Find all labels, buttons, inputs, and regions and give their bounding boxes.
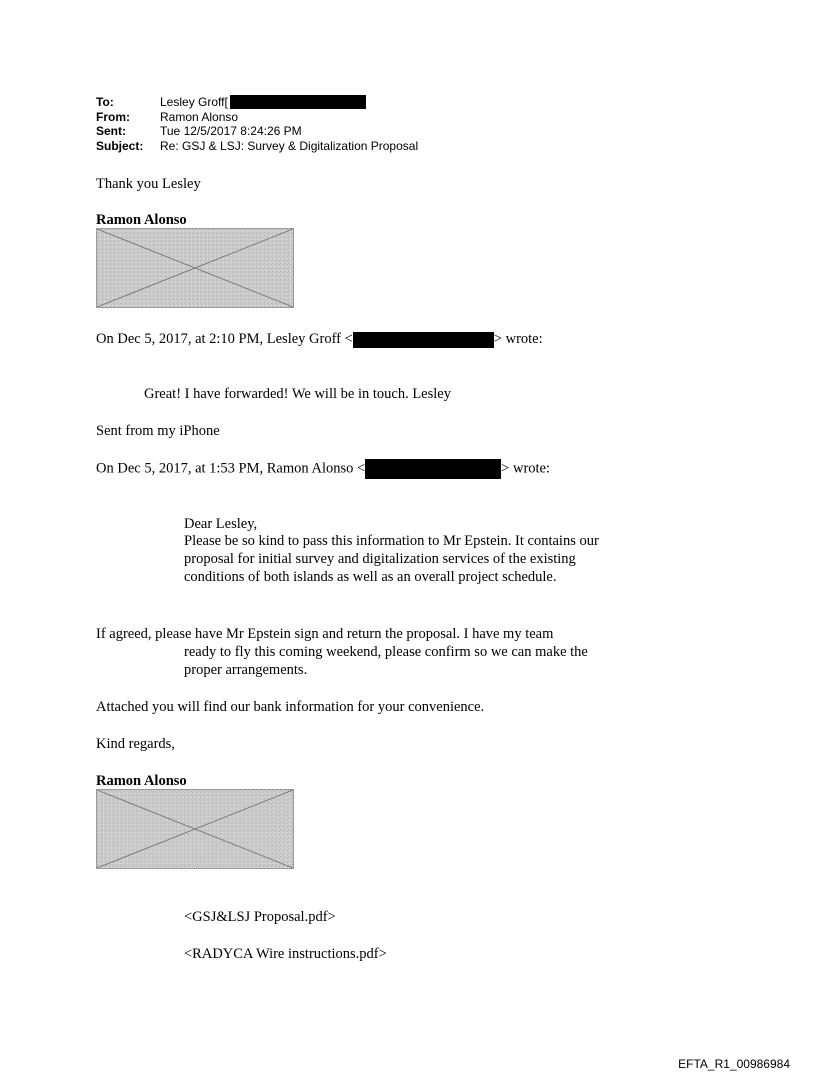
quote1-attribution-pre: On Dec 5, 2017, at 2:10 PM, Lesley Groff < bbox=[96, 331, 353, 347]
to-label: To: bbox=[96, 95, 114, 109]
attachment-link[interactable]: <GSJ&LSJ Proposal.pdf> bbox=[184, 909, 336, 925]
from-value: Ramon Alonso bbox=[160, 109, 239, 124]
broken-image-icon bbox=[97, 790, 293, 868]
reply-signature-name: Ramon Alonso bbox=[96, 212, 187, 228]
subject-label: Subject: bbox=[96, 138, 144, 153]
from-row bbox=[96, 110, 418, 125]
quote2-paragraph2 bbox=[96, 625, 626, 679]
quote2-paragraph2-line1: If agreed, please have Mr Epstein sign and return the proposal. I have my team bbox=[96, 626, 554, 642]
subject-value: Re: GSJ & LSJ: Survey & Digitalization Proposal bbox=[160, 138, 419, 153]
subject-row bbox=[96, 139, 418, 154]
quote1-attribution bbox=[96, 330, 543, 348]
email-header bbox=[96, 95, 418, 153]
quote2-paragraph2-rest: ready to fly this coming weekend, please confirm so we can make the proper arrangements. bbox=[184, 644, 588, 678]
quote2-attribution-pre: On Dec 5, 2017, at 1:53 PM, Ramon Alonso < bbox=[96, 460, 366, 477]
quote2-attribution bbox=[96, 459, 550, 479]
signature-image-placeholder bbox=[96, 789, 294, 869]
sent-value: Tue 12/5/2017 8:24:26 PM bbox=[160, 124, 302, 138]
quote2-paragraph1: Please be so kind to pass this information to Mr Epstein. It contains our proposal for initial survey and digitalization services of the existing conditions of both islands as well as an overall project schedule. bbox=[184, 533, 599, 585]
redaction-bar bbox=[230, 95, 366, 109]
quote1-attribution-post: > wrote: bbox=[493, 331, 543, 347]
to-value: Lesley Groff[ bbox=[160, 95, 228, 109]
quote2-attribution-post: > wrote: bbox=[501, 460, 551, 477]
quote2-paragraph3: Attached you will find our bank information for your convenience. bbox=[96, 699, 485, 715]
sent-label: Sent: bbox=[96, 124, 126, 138]
document-id: EFTA_R1_00986984 bbox=[678, 1057, 790, 1071]
attachment-link[interactable]: <RADYCA Wire instructions.pdf> bbox=[184, 946, 387, 962]
quote1-device: Sent from my iPhone bbox=[96, 423, 220, 439]
redaction-bar bbox=[365, 459, 501, 479]
to-row bbox=[96, 95, 418, 110]
quote1-body: Great! I have forwarded! We will be in touch. Lesley bbox=[144, 386, 451, 402]
reply-body: Thank you Lesley bbox=[96, 176, 201, 192]
sent-row bbox=[96, 124, 418, 139]
quote2-closing: Kind regards, bbox=[96, 736, 175, 752]
redaction-bar bbox=[353, 332, 494, 348]
quote2-signature-name: Ramon Alonso bbox=[96, 773, 187, 789]
signature-image-placeholder bbox=[96, 228, 294, 308]
from-label: From: bbox=[96, 109, 130, 124]
quote2-greeting: Dear Lesley, bbox=[184, 516, 258, 532]
broken-image-icon bbox=[97, 229, 293, 307]
